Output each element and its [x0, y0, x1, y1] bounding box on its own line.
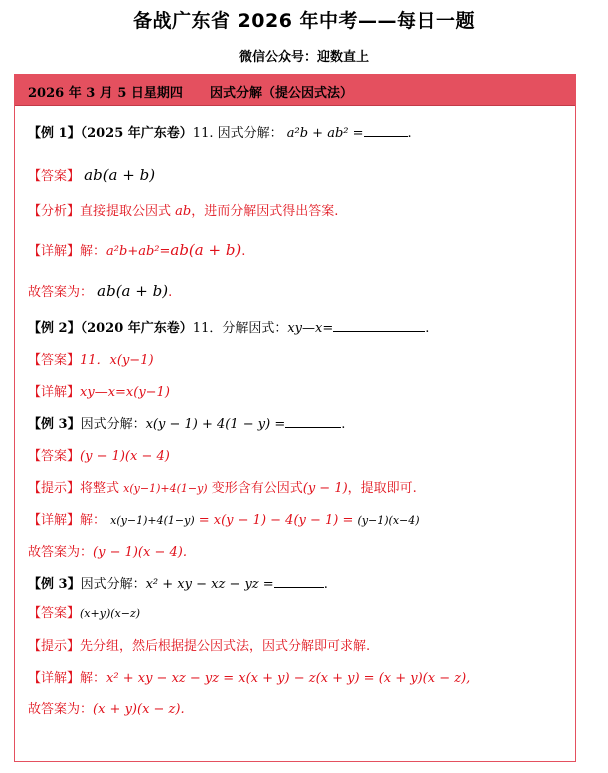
ex1-analysis-a: 直接提取公因式 [80, 204, 176, 219]
ex3-expr: x(y − 1) + 4(1 − y) = [145, 417, 286, 432]
ex1-detail-expr: a²b+ab²= [106, 244, 171, 259]
ex2-question: 11．分解因式： [192, 321, 288, 336]
ex1-detail-line: 【详解】解：a²b+ab²=ab(a + b). [28, 241, 246, 259]
ex3-answer-blank [285, 426, 341, 428]
ex4-question-line: 【例 3】因式分解：x² + xy − xz − yz = . [28, 577, 328, 592]
ex3-question: 因式分解： [80, 417, 146, 432]
ex2-detail-line [28, 384, 170, 402]
ex2-question-line: 【例 2】（2020 年广东卷）11．分解因式：xy—x= . [28, 321, 430, 336]
ex4-detail-line [28, 670, 470, 688]
ex1-analysis-b: ，进而分解因式得出答案. [191, 204, 339, 219]
ex3-tag: 【例 3】 [28, 417, 81, 432]
ex2-source: （2020 年广东卷） [80, 321, 193, 336]
ex3-hint-tag: 【提示】 [28, 481, 81, 496]
ex1-analysis-line [28, 203, 338, 221]
ex4-question: 因式分解： [80, 577, 146, 592]
ex4-answer-blank [274, 586, 324, 588]
ex3-answer-line [28, 448, 170, 466]
ex3-detail-expr1: x(y−1)+4(1−y) [110, 514, 195, 527]
ex1-answer: ab(a + b) [84, 166, 156, 184]
ex1-source: （2025 年广东卷） [80, 126, 193, 141]
ex3-hint-a: 将整式 [80, 481, 124, 496]
ex3-conclusion-line [28, 544, 187, 562]
ex1-question: 11. 因式分解： [192, 126, 283, 141]
ex4-detail-lead: 解： [80, 671, 107, 686]
ex3-detail-tag: 【详解】 [28, 513, 81, 528]
ex3-detail-lead: 解： [80, 513, 107, 528]
ex3-answer: (y − 1)(x − 4) [80, 449, 170, 464]
ex3-hint-line [28, 480, 417, 498]
ex4-hint: 先分组，然后根据提公因式法，因式分解即可求解. [80, 639, 371, 654]
ex1-conclusion-lead: 故答案为： [28, 285, 94, 300]
ex3-answer-tag: 【答案】 [28, 449, 81, 464]
ex4-hint-line [28, 638, 370, 656]
ex3-hint-expr: x(y−1)+4(1−y) [123, 482, 208, 495]
ex1-detail-lead: 解： [80, 244, 107, 259]
ex1-conclusion-line: 故答案为： ab(a + b). [28, 282, 173, 300]
ex2-answer-blank [333, 330, 425, 332]
ex3-question-line: 【例 3】因式分解：x(y − 1) + 4(1 − y) = . [28, 417, 346, 432]
ex1-tag: 【例 1】 [28, 126, 81, 141]
ex1-question-line: 【例 1】（2025 年广东卷）11. 因式分解： a²b + ab² = . [28, 126, 412, 141]
ex3-hint-factor: (y − 1) [302, 481, 348, 496]
ex4-expr: x² + xy − xz − yz = [145, 577, 274, 592]
ex3-conclusion-lead: 故答案为： [28, 545, 94, 560]
ex2-tag: 【例 2】 [28, 321, 81, 336]
date-banner [15, 75, 575, 106]
banner-date: 2026 年 3 月 5 日星期四 [28, 86, 183, 101]
ex2-detail: xy—x=x(y−1) [80, 385, 170, 400]
ex4-answer: (x+y)(x−z) [80, 607, 141, 620]
ex2-answer-tag: 【答案】 [28, 353, 81, 368]
ex1-expr: a²b + ab² = [286, 126, 364, 141]
content-box [14, 74, 576, 762]
ex4-answer-line [28, 605, 140, 623]
ex1-answer-blank [364, 135, 408, 137]
ex2-expr: xy—x= [287, 321, 334, 336]
ex1-analysis-var: ab [175, 204, 192, 219]
ex4-answer-tag: 【答案】 [28, 606, 81, 621]
ex4-tag: 【例 3】 [28, 577, 81, 592]
ex1-analysis-tag: 【分析】 [28, 204, 81, 219]
ex3-hint-b: 变形含有公因式 [207, 481, 303, 496]
ex4-hint-tag: 【提示】 [28, 639, 81, 654]
ex3-hint-c: ，提取即可. [347, 481, 417, 496]
ex3-conclusion: (y − 1)(x − 4). [93, 545, 187, 560]
page-subtitle: 微信公众号：迎数直上 [238, 50, 369, 65]
ex3-detail-mid: = x(y − 1) − 4(y − 1) = [194, 513, 358, 528]
ex4-detail-tag: 【详解】 [28, 671, 81, 686]
ex3-detail-line [28, 512, 420, 530]
ex3-detail-expr2: (y−1)(x−4) [357, 514, 420, 527]
page-title: 备战广东省 2026 年中考——每日一题 [132, 10, 476, 32]
ex4-detail: x² + xy − xz − yz = x(x + y) − z(x + y) = (x + y)(x − z), [106, 671, 471, 686]
ex2-answer: 11．x(y−1) [80, 353, 154, 368]
ex1-answer-tag: 【答案】 [28, 169, 81, 184]
ex4-conclusion: (x + y)(x − z). [93, 702, 185, 717]
ex4-conclusion-lead: 故答案为： [28, 702, 94, 717]
banner-topic: 因式分解（提公因式法） [210, 86, 354, 101]
ex2-answer-line [28, 352, 154, 370]
ex4-conclusion-line [28, 701, 185, 719]
ex1-detail-tag: 【详解】 [28, 244, 81, 259]
ex2-detail-tag: 【详解】 [28, 385, 81, 400]
ex1-answer-line [28, 166, 155, 186]
ex1-detail-result: ab(a + b) [170, 241, 242, 259]
ex1-conclusion: ab(a + b) [97, 282, 169, 300]
